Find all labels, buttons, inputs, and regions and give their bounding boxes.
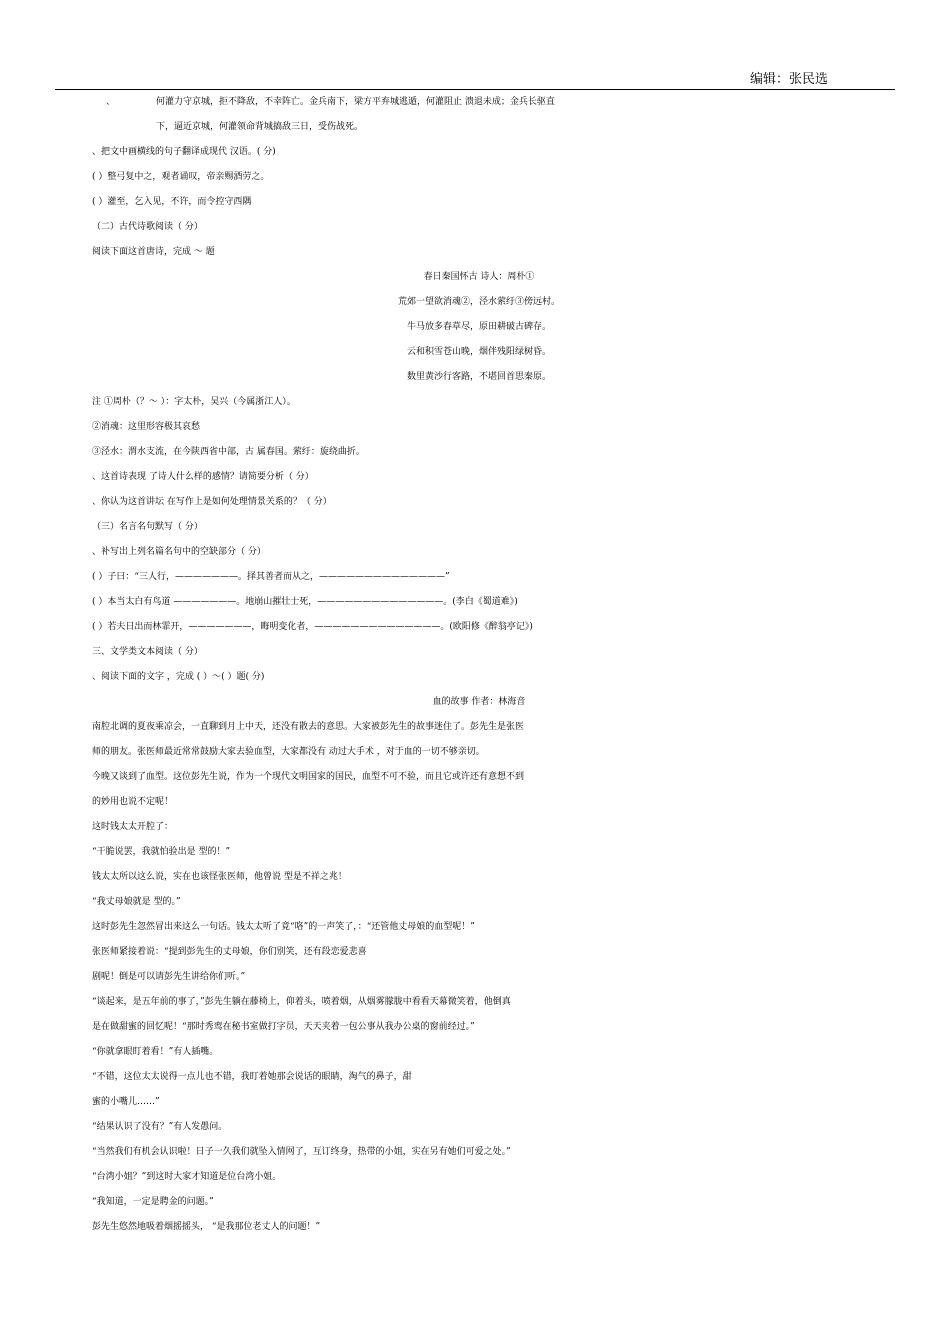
section-heading: （二）古代诗歌阅读（ 分）	[92, 222, 203, 232]
paragraph-line: “你就拿眼盯着看！”有人插嘴。	[92, 1047, 219, 1057]
instruction-line: 、阅读下面的文字 ，完成 ( ）～( ）题( 分)	[92, 672, 265, 682]
paragraph-line: 师的朋友。张医师最近常常鼓励大家去验血型，大家都没有 动过大手术 ，对于血的一切不够亲切。	[92, 747, 485, 757]
poem-line: 牛马放多春草尽，原田耕破古碑存。	[406, 322, 551, 332]
text-line: ( ）灌至，乞入见，不许，而令控守西隅	[92, 197, 252, 207]
paragraph-line: 这时彭先生忽然冒出来这么一句话。钱太太听了竟“咯”的一声笑了，：“还管他丈母娘的血型呢！”	[92, 922, 475, 932]
paragraph-line: “台湾小姐？”到这时大家才知道是位台湾小姐。	[92, 1172, 282, 1182]
poem-title: 春日秦国怀古 诗人：周朴①	[423, 272, 535, 282]
paragraph-line: 是在做甜蜜的回忆呢！“那时秀鸾在秘书室做打字员，天天夹着一包公事从我办公桌的窗前经过。”	[92, 1022, 475, 1032]
paragraph-line: “我知道，一定是聘金的问题。”	[92, 1197, 214, 1207]
paragraph-line: “干脆说罢，我就怕验出是 型的！”	[92, 847, 231, 857]
question-line: 、把文中画横线的句子翻译成现代 汉语。( 分)	[92, 147, 276, 157]
text-line	[0, 90, 950, 115]
section-heading: （三）名言名句默写（ 分）	[92, 522, 203, 532]
paragraph-line: “结果认识了没有？”有人发愚问。	[92, 1122, 228, 1132]
paragraph-line: 剧呢！倒是可以请彭先生讲给你们听。”	[92, 972, 246, 982]
fill-blank-line: ( ）子曰：“三人行，———————。择其善者而从之，——————————————”	[92, 572, 450, 582]
paragraph-line: 这时钱太太开腔了：	[92, 822, 174, 832]
paragraph-line: “当然我们有机会认识啦！日子一久我们就坠入情网了，互订终身，热带的小姐，实在另有她们可爱之处。”	[92, 1147, 511, 1157]
paragraph-line: “我丈母娘就是 型的。”	[92, 897, 181, 907]
header-editor-credit: 编辑：张民选	[750, 72, 829, 87]
poem-line: 数里黄沙行客路，不堪回首思秦原。	[406, 372, 551, 382]
paragraph-line: “谈起来，是五年前的事了，”彭先生躺在藤椅上，仰着头，喷着烟，从烟雾朦胧中看看天幕微笑着，他倒真	[92, 997, 511, 1007]
footnote-line: ③泾水：渭水支流，在今陕西省中部，古 属春国。萦纡：旋绕曲折。	[92, 447, 365, 457]
line-text: 何灌力守京城，拒不降敌，不幸阵亡。金兵南下，梁方平弃城逃遁，何灌阻止 溃退未成；金兵长驱直	[156, 97, 555, 107]
question-line: 、补写出上列名篇名句中的空缺部分（ 分）	[92, 547, 266, 557]
instruction-line: 阅读下面这首唐诗，完成 ～ 题	[92, 247, 215, 257]
paragraph-line: 今晚又谈到了血型。这位彭先生说，作为一个现代文明国家的国民，血型不可不验，而且它或许还有意想不到	[92, 772, 525, 782]
fill-blank-line: ( ）若夫日出而林霏开，———————，晦明变化者，——————————————。(欧阳修《醉翁亭记》)	[92, 622, 533, 632]
paragraph-line: 南腔北调的夏夜乘凉会，一直聊到月上中天，还没有散去的意思。大家被彭先生的故事迷住了。彭先生是张医	[92, 722, 525, 732]
story-title: 血的故事 作者：林海音	[432, 697, 526, 707]
question-line: 、你认为这首讲坛 在写作上是如何处理情景关系的？（ 分）	[92, 497, 332, 507]
footnote-line: ②消魂：这里形容极其哀愁	[92, 422, 201, 432]
paragraph-line: 钱太太所以这么说，实在也该怪张医师，他曾说 型是不祥之兆！	[92, 872, 347, 882]
footnote-line: 注 ①周朴（？～ ）：字太朴，吴兴（今属浙江人）。	[92, 397, 296, 407]
list-marker: 、	[106, 97, 116, 107]
poem-line: 荒郊一望欲消魂②，泾水萦纡③傍远村。	[397, 297, 560, 307]
paragraph-line: “不错，这位太太说得一点儿也不错，我盯着她那会说话的眼睛，淘气的鼻子，甜	[92, 1072, 412, 1082]
paragraph-line: 彭先生悠然地吸着烟摇摇头， “是我那位老丈人的问题！”	[92, 1222, 321, 1232]
paragraph-line: 蜜的小嘴儿……”	[92, 1097, 160, 1107]
question-line: 、这首诗表现 了诗人什么样的感情？请简要分析（ 分）	[92, 472, 314, 482]
poem-line: 云和积雪苍山晚，烟伴残阳绿树昏。	[406, 347, 551, 357]
section-heading: 三、文学类文本阅读（ 分）	[92, 647, 203, 657]
fill-blank-line: ( ）本当太白有鸟道 ———————。地崩山摧壮士死，——————————————。(李白《蜀道难》)	[92, 597, 518, 607]
text-line: ( ）整弓复中之，观者诵叹，帝亲赐酒劳之。	[92, 172, 270, 182]
paragraph-line: 的妙用也说不定呢！	[92, 797, 174, 807]
paragraph-line: 张医师紧接着说：“提到彭先生的丈母娘，你们别笑，还有段恋爱悲喜	[92, 947, 367, 957]
text-line: 下，逼近京城，何灌领命背城搞敌三日，受伤战死。	[156, 122, 364, 132]
document-body	[0, 90, 950, 1240]
